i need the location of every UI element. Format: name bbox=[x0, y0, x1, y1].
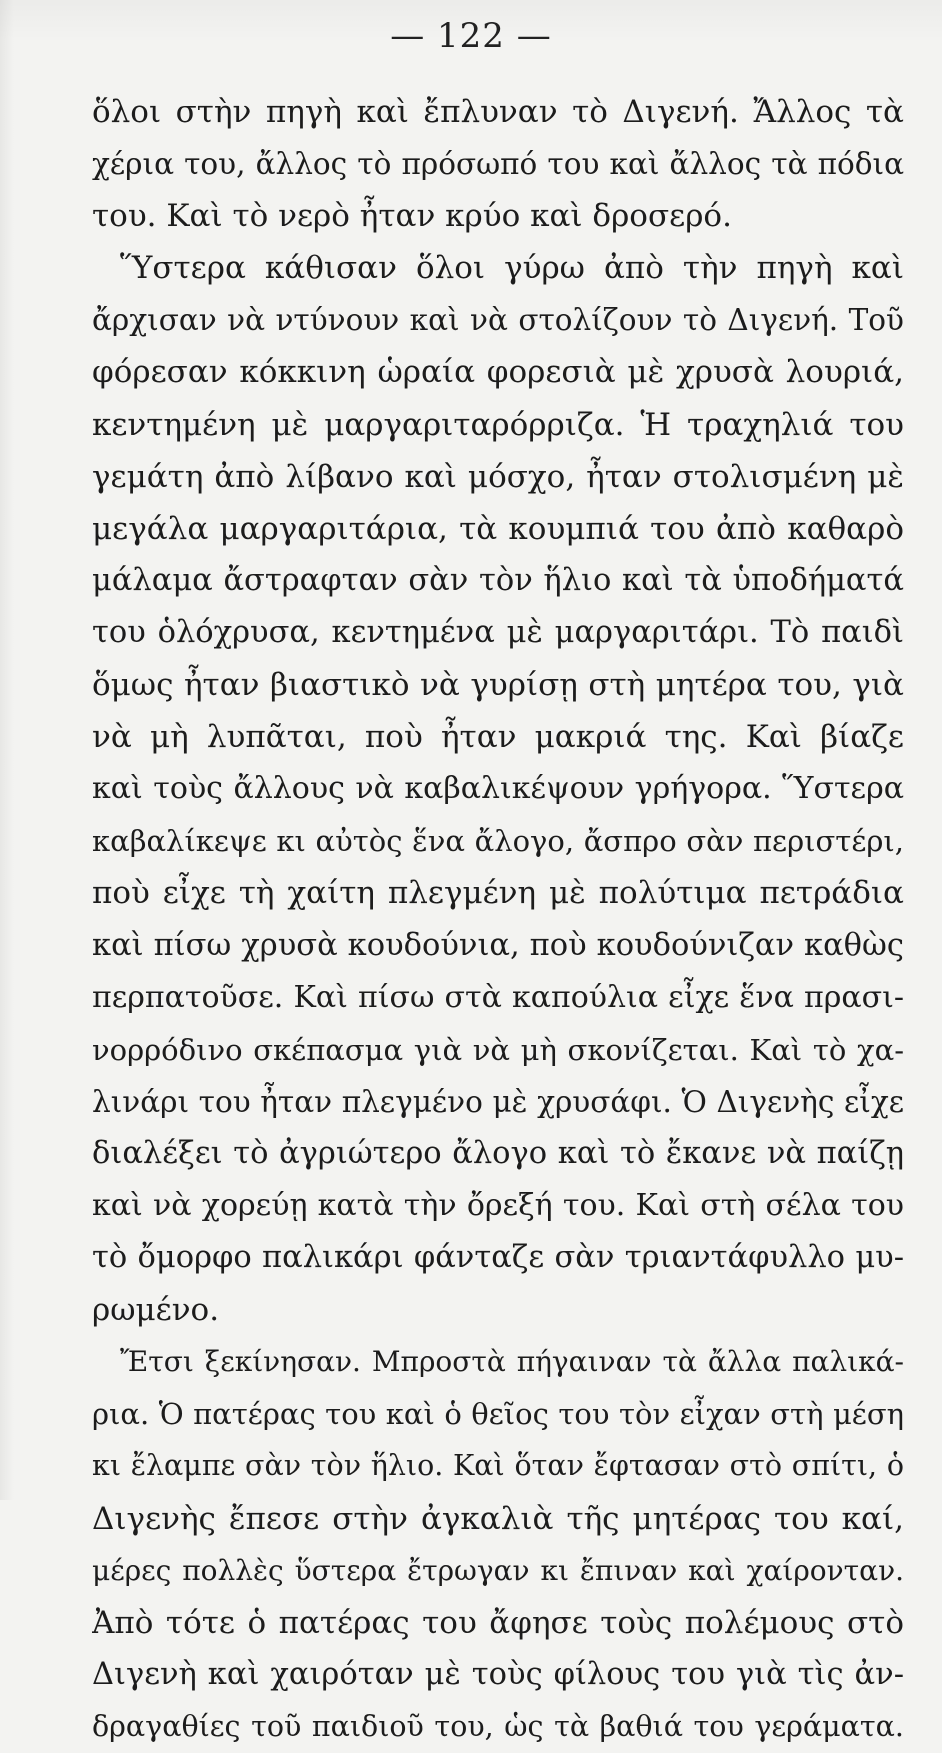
text-line: δραγαθίες τοῦ παιδιοῦ του, ὡς τὰ βαθιά του γεράματα. bbox=[92, 1709, 904, 1743]
text-line: Διγενὴ καὶ χαιρόταν μὲ τοὺς φίλους του γιὰ τὶς ἀν- bbox=[92, 1656, 904, 1692]
text-line: κεντημένη μὲ μαργαριταρόρριζα. Ἡ τραχηλιά του bbox=[92, 406, 904, 443]
text-line: καὶ νὰ χορεύῃ κατὰ τὴν ὄρεξή του. Καὶ στὴ σέλα του bbox=[92, 1187, 904, 1223]
text-line: περπατοῦσε. Καὶ πίσω στὰ καπούλια εἶχε ἕνα πρασι- bbox=[92, 979, 904, 1015]
text-line: τὸ ὄμορφο παλικάρι φάνταζε σὰν τριαντάφυλλο μυ- bbox=[92, 1240, 904, 1276]
body-text bbox=[92, 86, 904, 1753]
text-line: χέρια του, ἄλλος τὸ πρόσωπό του καὶ ἄλλος τὰ πόδια bbox=[92, 147, 904, 182]
text-line: καβαλίκεψε κι αὐτὸς ἕνα ἄλογο, ἄσπρο σὰν περιστέρι, bbox=[92, 824, 904, 859]
text-line: ρια. Ὁ πατέρας του καὶ ὁ θεῖος του τὸν εἶχαν στὴ μέση bbox=[92, 1397, 904, 1432]
text-line: μάλαμα ἄστραφταν σὰν τὸν ἥλιο καὶ τὰ ὑποδήματά bbox=[92, 562, 904, 598]
text-line: διαλέξει τὸ ἀγριώτερο ἄλογο καὶ τὸ ἔκανε νὰ παίζῃ bbox=[92, 1135, 904, 1171]
text-line: του. Καὶ τὸ νερὸ ἦταν κρύο καὶ δροσερό. bbox=[92, 198, 732, 235]
text-line: νὰ μὴ λυπᾶται, ποὺ ἦταν μακριά της. Καὶ βίαζε bbox=[92, 719, 904, 756]
text-line: γεμάτη ἀπὸ λίβανο καὶ μόσχο, ἦταν στολισμένη μὲ bbox=[92, 458, 904, 495]
text-line: καὶ πίσω χρυσὰ κουδούνια, ποὺ κουδούνιζαν καθὼς bbox=[92, 927, 904, 963]
text-line: κι ἔλαμπε σὰν τὸν ἥλιο. Καὶ ὅταν ἔφτασαν στὸ σπίτι, ὁ bbox=[92, 1449, 904, 1483]
text-line: Ἔτσι ξεκίνησαν. Μπροστὰ πήγαιναν τὰ ἄλλα παλικά- bbox=[120, 1345, 904, 1379]
text-line: νορρόδινο σκέπασμα γιὰ νὰ μὴ σκονίζεται. Καὶ τὸ χα- bbox=[92, 1032, 904, 1067]
text-line: λινάρι του ἦταν πλεγμένο μὲ χρυσάφι. Ὁ Διγενὴς εἶχε bbox=[92, 1084, 904, 1119]
text-line: ὅμως ἦταν βιαστικὸ νὰ γυρίσῃ στὴ μητέρα του, γιὰ bbox=[92, 667, 904, 704]
text-line: Διγενὴς ἔπεσε στὴν ἀγκαλιὰ τῆς μητέρας του καί, bbox=[92, 1500, 904, 1537]
text-line: ἄρχισαν νὰ ντύνουν καὶ νὰ στολίζουν τὸ Διγενή. Τοῦ bbox=[92, 303, 904, 338]
text-line: ποὺ εἶχε τὴ χαίτη πλεγμένη μὲ πολύτιμα πετράδια bbox=[92, 875, 904, 912]
text-line: καὶ τοὺς ἄλλους νὰ καβαλικέψουν γρήγορα. Ὕστερα bbox=[92, 771, 904, 807]
text-line: του ὁλόχρυσα, κεντημένα μὲ μαργαριτάρι. Τὸ παιδὶ bbox=[92, 614, 904, 650]
text-line: Ὕστερα κάθισαν ὅλοι γύρω ἀπὸ τὴν πηγὴ καὶ bbox=[120, 250, 904, 287]
page-number: — 122 — bbox=[390, 16, 552, 56]
text-line: φόρεσαν κόκκινη ὡραία φορεσιὰ μὲ χρυσὰ λουριά, bbox=[92, 354, 904, 391]
text-line: μέρες πολλὲς ὕστερα ἔτρωγαν κι ἔπιναν καὶ χαίρονταν. bbox=[92, 1553, 904, 1587]
text-line: μεγάλα μαργαριτάρια, τὰ κουμπιά του ἀπὸ καθαρὸ bbox=[92, 510, 904, 547]
text-line: ὅλοι στὴν πηγὴ καὶ ἔπλυναν τὸ Διγενή. Ἄλλος τὰ bbox=[92, 94, 904, 130]
text-line: Ἀπὸ τότε ὁ πατέρας του ἄφησε τοὺς πολέμους στὸ bbox=[92, 1604, 904, 1641]
text-line: ρωμένο. bbox=[92, 1292, 220, 1329]
